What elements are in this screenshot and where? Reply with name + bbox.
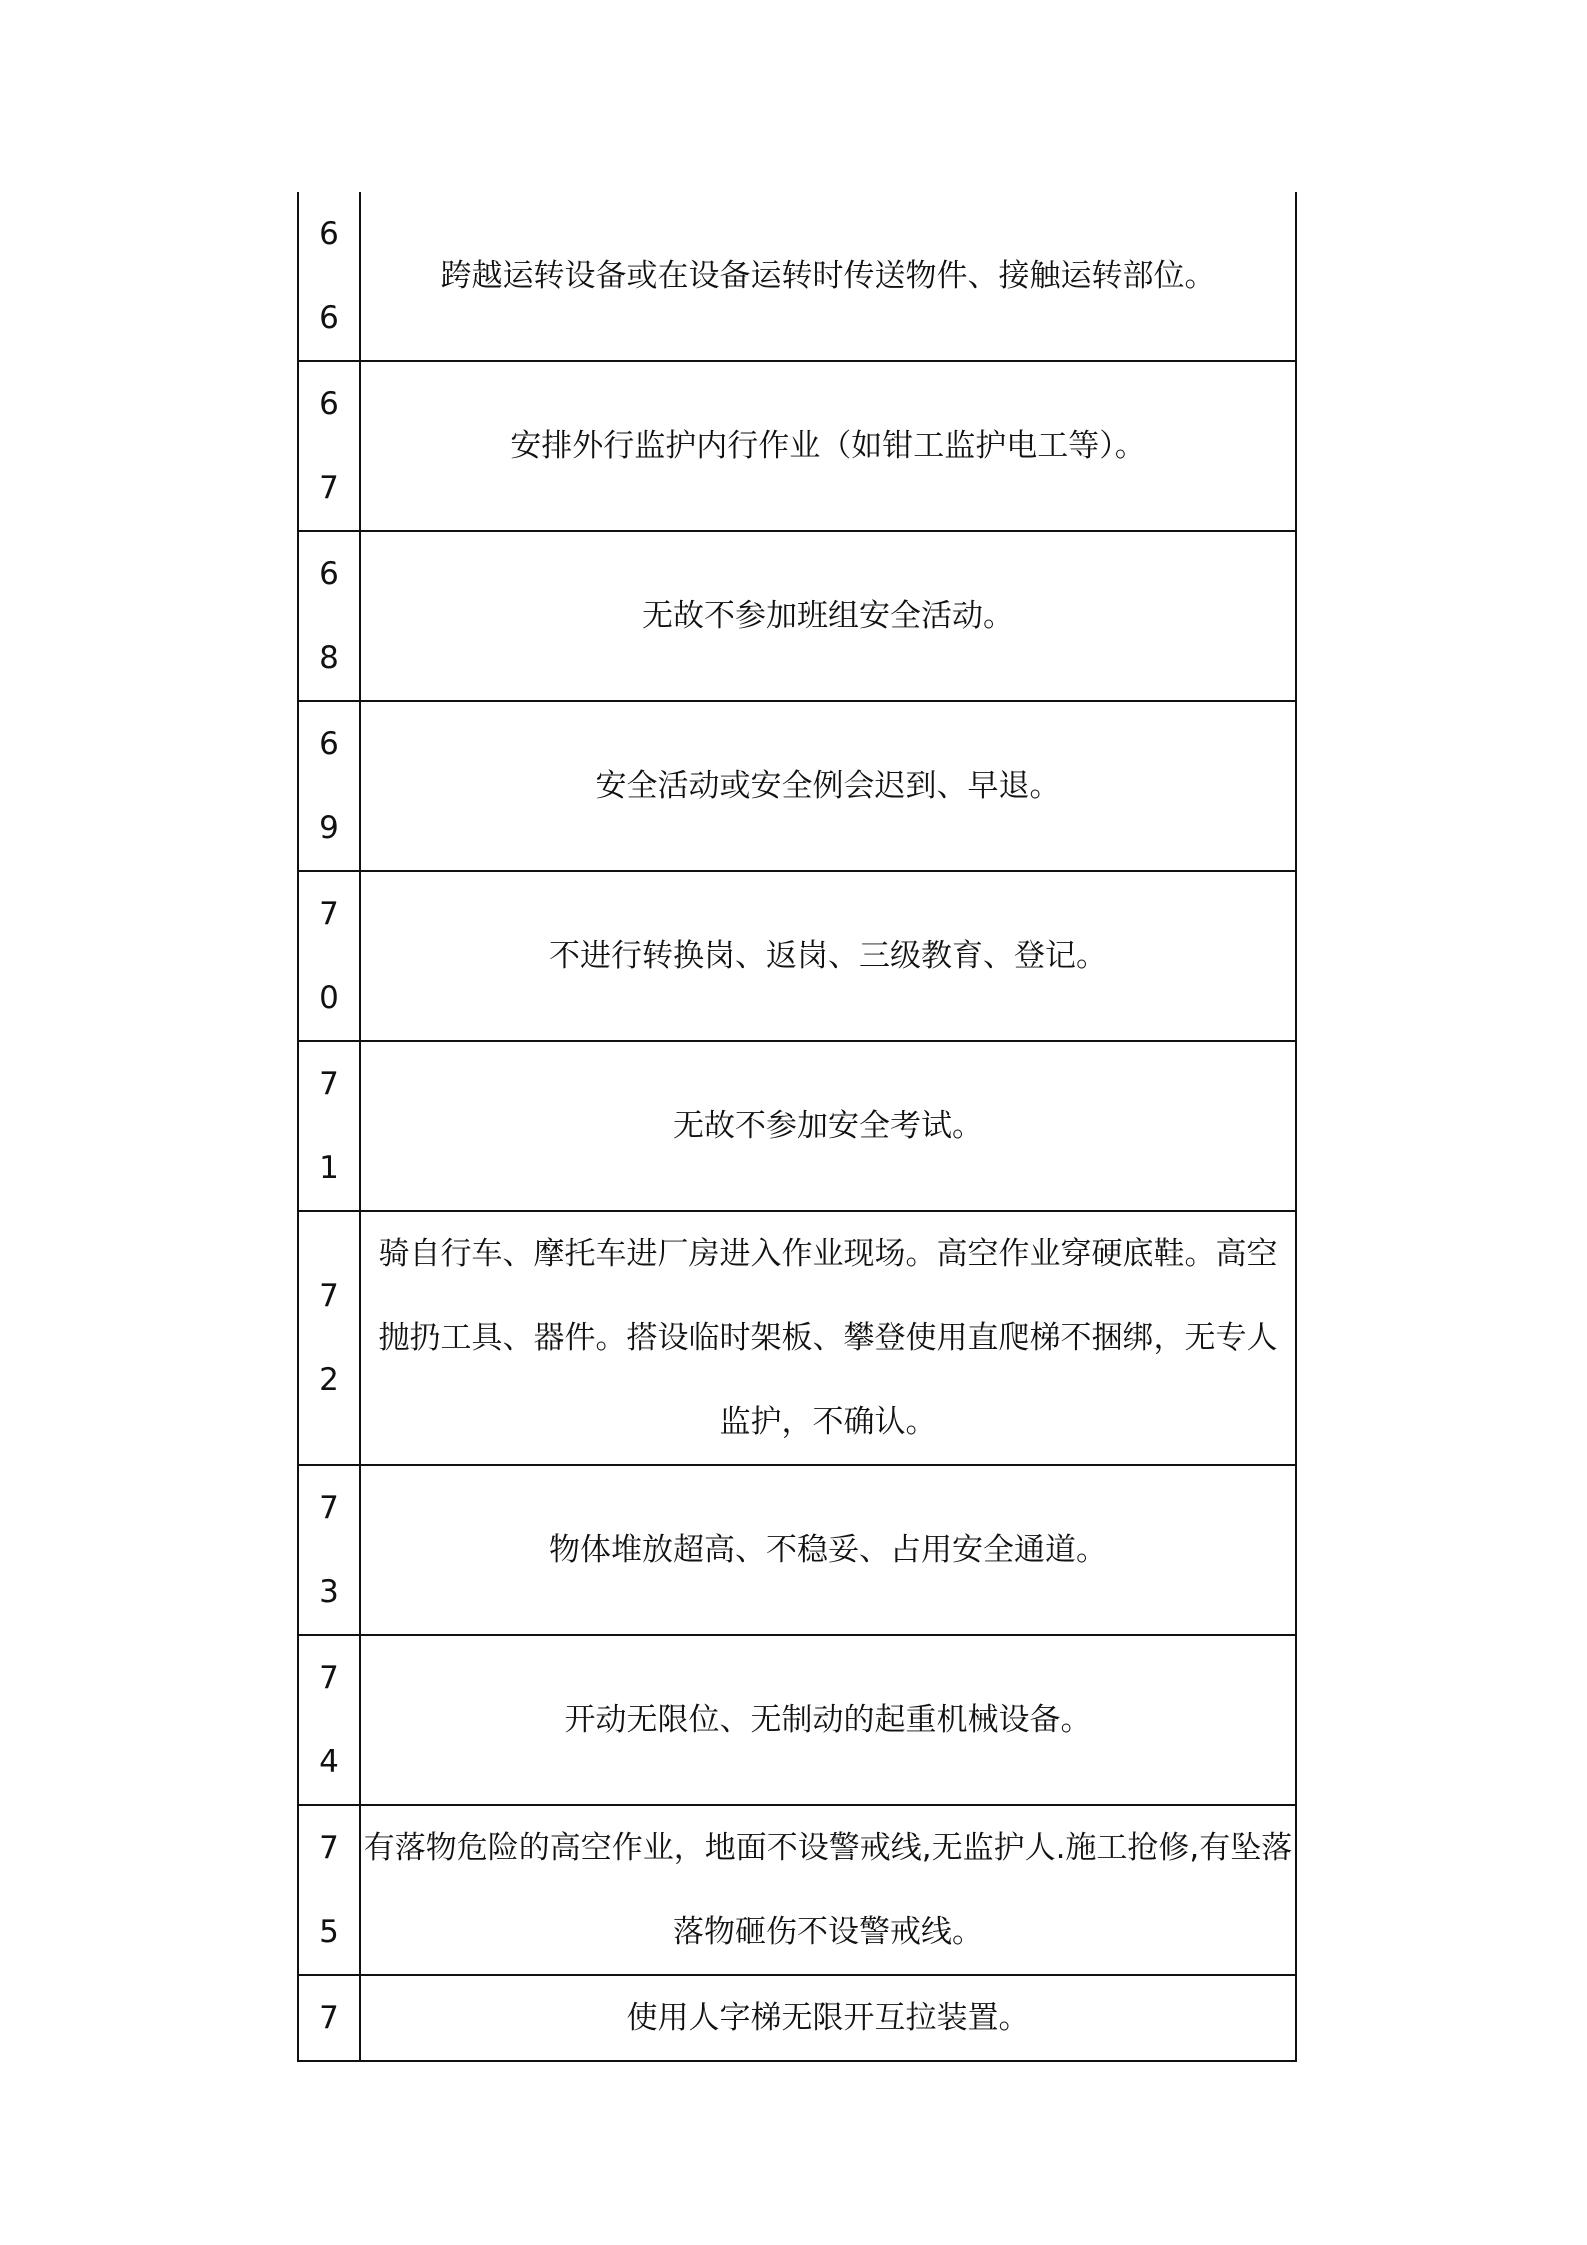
rules-table-container (297, 192, 1297, 2062)
table-row (298, 1465, 1296, 1635)
row-text: 安全活动或安全例会迟到、早退。 (360, 701, 1296, 871)
row-number: 6 7 (298, 361, 360, 531)
row-number: 6 9 (298, 701, 360, 871)
violation-rules-table (297, 192, 1297, 2062)
row-number: 7 4 (298, 1635, 360, 1805)
table-row (298, 1635, 1296, 1805)
table-row (298, 1211, 1296, 1465)
row-number: 6 8 (298, 531, 360, 701)
row-text-line: 有落物危险的高空作业，地面不设警戒线,无监护人.施工抢修,有坠落 (363, 1830, 1293, 1866)
table-row (298, 1041, 1296, 1211)
row-number: 7 3 (298, 1465, 360, 1635)
row-text: 不进行转换岗、返岗、三级教育、登记。 (360, 871, 1296, 1041)
row-number: 7 1 (298, 1041, 360, 1211)
table-row (298, 871, 1296, 1041)
row-number: 6 6 (298, 192, 360, 361)
table-row (298, 1805, 1296, 1975)
row-text-line: 监护，不确认。 (719, 1404, 937, 1440)
table-row (298, 192, 1296, 361)
row-text: 开动无限位、无制动的起重机械设备。 (360, 1635, 1296, 1805)
row-number: 7 0 (298, 871, 360, 1041)
row-text-line: 落物砸伤不设警戒线。 (673, 1914, 983, 1950)
row-number: 7 2 (298, 1211, 360, 1465)
row-text: 安排外行监护内行作业（如钳工监护电工等）。 (360, 361, 1296, 531)
row-number: 7 5 (298, 1805, 360, 1975)
table-row (298, 531, 1296, 701)
row-text: 使用人字梯无限开互拉装置。 (360, 1975, 1296, 2061)
table-row (298, 701, 1296, 871)
row-text (360, 1211, 1296, 1465)
row-text: 无故不参加班组安全活动。 (360, 531, 1296, 701)
row-number: 7 (298, 1975, 360, 2061)
row-text: 物体堆放超高、不稳妥、占用安全通道。 (360, 1465, 1296, 1635)
row-text: 无故不参加安全考试。 (360, 1041, 1296, 1211)
row-text: 跨越运转设备或在设备运转时传送物件、接触运转部位。 (360, 192, 1296, 361)
table-row (298, 1975, 1296, 2061)
row-text (360, 1805, 1296, 1975)
row-text-line: 骑自行车、摩托车进厂房进入作业现场。高空作业穿硬底鞋。高空 (378, 1236, 1278, 1272)
row-text-line: 抛扔工具、器件。搭设临时架板、攀登使用直爬梯不捆绑，无专人 (378, 1320, 1278, 1356)
table-row (298, 361, 1296, 531)
